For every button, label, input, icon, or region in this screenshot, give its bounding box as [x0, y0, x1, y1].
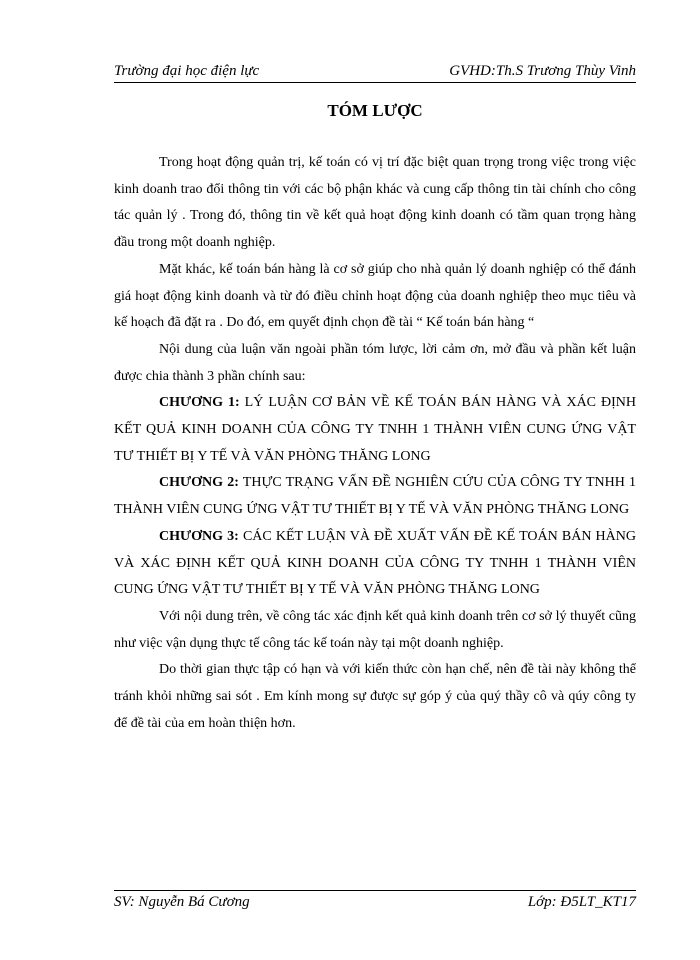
footer-student: SV: Nguyễn Bá Cương — [114, 894, 250, 910]
chapter-text: LÝ LUẬN CƠ BẢN VỀ KẾ TOÁN BÁN HÀNG VÀ XÁC ĐỊNH KẾT QUẢ KINH DOANH CỦA CÔNG TY TNHH 1 THÀNH VIÊN CUNG ỨNG VẬT TƯ THIẾT BỊ Y TẾ VÀ VĂN PHÒNG THĂNG LONG — [114, 395, 636, 464]
page-footer — [114, 890, 636, 913]
chapter-label: CHƯƠNG 2: — [159, 475, 239, 491]
chapter-text: CÁC KẾT LUẬN VÀ ĐỀ XUẤT VẤN ĐỀ KẾ TOÁN BÁN HÀNG VÀ XÁC ĐỊNH KẾT QUẢ KINH DOANH CỦA CÔNG TY TNHH 1 THÀNH VIÊN CUNG ỨNG VẬT TƯ THIẾT BỊ Y TẾ VÀ VĂN PHÒNG THĂNG LONG — [114, 528, 636, 598]
paragraph: Nội dung của luận văn ngoài phần tóm lược, lời cảm ơn, mở đầu và phần kết luận được chia thành 3 phần chính sau: — [114, 341, 636, 384]
page-title: TÓM LƯỢC — [327, 101, 423, 120]
paragraph: Do thời gian thực tập có hạn và với kiến thức còn hạn chế, nên đề tài này không thể tránh khỏi những sai sót . Em kính mong sự được sự góp ý của quý thầy cô và qúy công ty để đề tài của em hoàn thiện hơn. — [114, 662, 636, 731]
paragraph: Với nội dung trên, về công tác xác định kết quả kinh doanh trên cơ sở lý thuyết cũng như việc vận dụng thực tế công tác kế toán này tại một doanh nghiệp. — [114, 608, 636, 651]
paragraph: Mặt khác, kế toán bán hàng là cơ sở giúp cho nhà quản lý doanh nghiệp có thể đánh giá hoạt động kinh doanh và từ đó điều chỉnh hoạt động của doanh nghiệp theo mục tiêu và kế hoạch đã đặt ra . Do đó, em quyết định chọn đề tài “ Kế toán bán hàng “ — [114, 261, 636, 331]
page-header — [114, 60, 636, 83]
chapter-item — [114, 524, 636, 604]
footer-class: Lớp: Đ5LT_KT17 — [527, 894, 636, 910]
header-university: Trường đại học điện lực — [114, 63, 260, 79]
header-advisor: GVHD:Th.S Trương Thùy Vinh — [449, 63, 636, 79]
chapter-item — [114, 390, 636, 470]
chapter-label: CHƯƠNG 3: — [159, 528, 239, 544]
chapter-item — [114, 470, 636, 523]
document-body — [114, 150, 636, 737]
chapter-label: CHƯƠNG 1: — [159, 395, 240, 411]
paragraph: Trong hoạt động quản trị, kế toán có vị trí đặc biệt quan trọng trong việc trong việc kinh doanh trao đổi thông tin với các bộ phận khác và cung cấp thông tin tài chính cho công tác quản lý . Trong đó, thông tin về kết quả hoạt động kinh doanh có tầm quan trọng hàng đầu trong một doanh nghiệp. — [114, 155, 636, 251]
chapter-text: THỰC TRẠNG VẤN ĐỀ NGHIÊN CỨU CỦA CÔNG TY TNHH 1 THÀNH VIÊN CUNG ỨNG VẬT TƯ THIẾT BỊ Y TẾ VÀ VĂN PHÒNG THĂNG LONG — [114, 475, 637, 518]
